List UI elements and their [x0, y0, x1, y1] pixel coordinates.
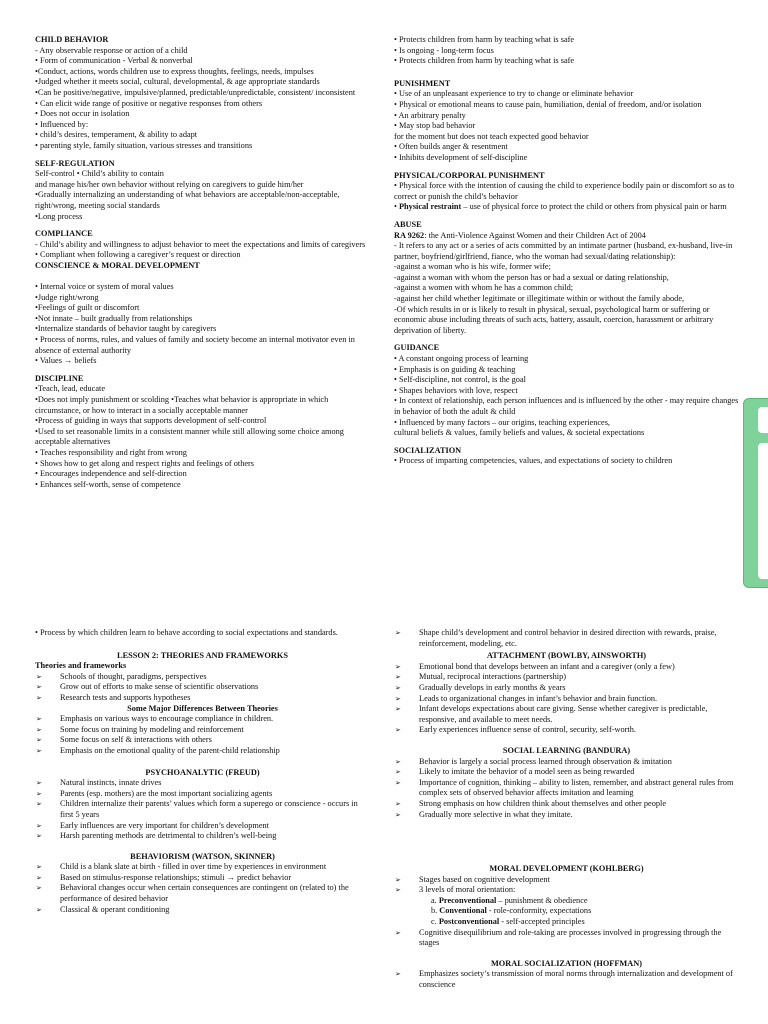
list-item: ➢ Schools of thought, paradigms, perspectives [35, 672, 370, 683]
side-panel-tab[interactable] [758, 407, 768, 433]
section-heading: ABUSE [394, 219, 422, 229]
list-item: ➢ Behavior is largely a social process learned through observation & imitation [394, 757, 739, 768]
section-conscience-moral-development [35, 261, 370, 367]
side-panel-body [758, 443, 768, 579]
section-discipline [35, 374, 370, 491]
list-item: ➢ 3 levels of moral orientation: [394, 885, 739, 896]
list-item: ➢ Infant develops expectations about care giving. Sense whether caregiver is predictable, responsive, and available to meet needs. [394, 704, 739, 725]
section-line: • Use of an unpleasant experience to try to change or eliminate behavior [394, 89, 634, 99]
section-body [394, 241, 739, 336]
section-guidance [394, 343, 739, 438]
ra-9262-line [394, 231, 739, 242]
section-heading: GUIDANCE [394, 343, 440, 353]
section-line: • Process of imparting competencies, values, and expectations of society to children [394, 456, 673, 466]
list-item: ➢ Harsh parenting methods are detrimental to children’s well-being [35, 831, 370, 842]
section-heading: CONSCIENCE & MORAL DEVELOPMENT [35, 260, 200, 270]
socialization-continued: • Process by which children learn to behave according to social expectations and standards. [35, 628, 338, 637]
law-title: : the Anti-Violence Against Women and their Children Act of 2004 [424, 230, 646, 240]
section-line: • Enhances self-worth, sense of competence [35, 479, 181, 489]
section-line: • Form of communication - Verbal & nonverbal [35, 56, 193, 66]
list-item: ➢ Some focus on training by modeling and reinforcement [35, 725, 370, 736]
section-line: • Often builds anger & resentment [394, 142, 508, 152]
list-item: ➢ Research tests and supports hypotheses [35, 693, 370, 704]
section-line: •Teach, lead, educate [35, 384, 106, 394]
intro-line: • Is ongoing - long-term focus [394, 45, 494, 55]
section-line: • Shows how to get along and respect rights and feelings of others [35, 458, 255, 468]
moral-level-item [394, 906, 739, 917]
term-definition: – use of physical force to protect the child or others from physical pain or harm [461, 202, 727, 212]
section-line: • Physical force with the intention of causing the child to experience bodily pain or discomfort so as to correct or punish the child’s behavior [394, 181, 735, 201]
physical-restraint-line: • Physical restraint – use of physical force to protect the child or others from physical pain or harm [394, 202, 727, 212]
section-line: •Judged whether it meets social, cultural, developmental, & age appropriate standards [35, 77, 320, 87]
list-item: ➢ Some focus on self & interactions with others [35, 735, 370, 746]
right-intro-list [394, 35, 739, 67]
section-line: -against a women with whom he has a common child; [394, 283, 574, 293]
section-line: - It refers to any act or a series of acts committed by an intimate partner (husband, ex-husband, live-in partner, boyfriend/girlfriend, fiance, who the woman had sexual/dating relationship): [394, 241, 733, 261]
section-heading: PUNISHMENT [394, 78, 451, 88]
section-child-behavior [35, 35, 370, 152]
list-item: ➢ Emotional bond that develops between an infant and a caregiver (only a few) [394, 662, 739, 673]
differences-heading: Some Major Differences Between Theories [127, 703, 278, 713]
moral-levels-list [394, 896, 739, 928]
section-line: -against a woman with whom the person has or had a sexual or dating relationship, [394, 272, 669, 282]
section-line: • Encourages independence and self-direction [35, 469, 187, 479]
differences-list [35, 714, 370, 756]
section-line: • child’s desires, temperament, & ability to adapt [35, 130, 198, 140]
section-compliance [35, 229, 370, 261]
list-item: ➢ Grow out of efforts to make sense of scientific observations [35, 682, 370, 693]
section-line: •Does not imply punishment or scolding •Teaches what behavior is appropriate in which circumstance, or how to interact in a socially acceptable manner [35, 395, 329, 415]
section-self-regulation [35, 159, 370, 223]
section-heading: SOCIALIZATION [394, 445, 462, 455]
section-punishment [394, 79, 739, 164]
section-heading: CHILD BEHAVIOR [35, 35, 109, 44]
section-line: Self-control • Child’s ability to contain [35, 169, 164, 179]
section-line: -against her child whether legitimate or illegitimate within or without the family abode, [394, 294, 685, 304]
section-line: • Physical or emotional means to cause pain, humiliation, denial of freedom, and/or isolation [394, 99, 702, 109]
section-line: • Process of norms, rules, and values of family and society become an internal motivator even in absence of external authority [35, 335, 355, 355]
section-heading: DISCIPLINE [35, 373, 84, 383]
lesson-title: LESSON 2: THEORIES AND FRAMEWORKS [117, 650, 288, 660]
social-learning-list [394, 757, 739, 821]
page1-right-column [394, 35, 739, 474]
list-item: ➢ Likely to imitate the behavior of a model seen as being rewarded [394, 767, 739, 778]
moral-socialization-heading: MORAL SOCIALIZATION (HOFFMAN) [490, 958, 643, 968]
section-line [35, 271, 370, 282]
section-line: •Conduct, actions, words children use to express thoughts, feelings, needs, impulses [35, 66, 314, 76]
list-item: ➢ Emphasizes society’s transmission of moral norms through internalization and development of conscience [394, 969, 739, 990]
section-line: for the moment but does not teach expected good behavior [394, 131, 589, 141]
list-item: ➢ Early experiences influence sense of control, security, self-worth. [394, 725, 739, 736]
section-line: -Of which results in or is likely to result in physical, sexual, psychological harm or suffering or economic abuse including threats of such acts, battery, assault, coercion, harassment or arbitrary deprivation of liberty. [394, 304, 714, 335]
theories-heading: Theories and frameworks [35, 661, 127, 671]
list-item: ➢ Shape child’s development and control behavior in desired direction with rewards, praise, reinforcement, modeling, etc. [394, 628, 739, 649]
behaviorism-continued-list [394, 628, 739, 649]
section-line: • May stop bad behavior [394, 121, 476, 131]
section-body [394, 181, 739, 202]
page1-left-column [35, 35, 370, 497]
level-prefix: b. [431, 906, 440, 916]
level-description: - self-accepted principles [499, 917, 585, 927]
section-line: • Shapes behaviors with love, respect [394, 385, 518, 395]
section-body [394, 89, 739, 163]
section-line: -against a woman who is his wife, former wife; [394, 262, 551, 272]
section-abuse [394, 220, 739, 337]
section-heading: COMPLIANCE [35, 229, 93, 239]
section-line: • Compliant when following a caregiver’s request or direction [35, 250, 241, 260]
level-description: – punishment & obedience [496, 895, 588, 905]
moral-development-list-b [394, 928, 739, 949]
page2-right-column [394, 628, 739, 991]
section-line: • In context of relationship, each person influences and is influenced by the other - may require changes in behavior of both the adult & child [394, 396, 739, 416]
list-item: ➢ Behavioral changes occur when certain consequences are contingent on (related to) the performance of desired behavior [35, 883, 370, 904]
attachment-list [394, 662, 739, 736]
psychoanalytic-list [35, 778, 370, 842]
list-item: ➢ Gradually develops in early months & years [394, 683, 739, 694]
list-item: ➢ Parents (esp. mothers) are the most important socializing agents [35, 789, 370, 800]
list-item: ➢ Natural instincts, innate drives [35, 778, 370, 789]
list-item: ➢ Emphasis on various ways to encourage compliance in children. [35, 714, 370, 725]
section-line: - Child’s ability and willingness to adjust behavior to meet the expectations and limits of caregivers [35, 239, 366, 249]
section-heading: PHYSICAL/CORPORAL PUNISHMENT [394, 170, 545, 180]
list-item: ➢ Importance of cognition, thinking – ability to listen, remember, and abstract general rules from complex sets of observed behavior affects imitation and learning [394, 778, 739, 799]
level-prefix: c. [431, 917, 439, 927]
section-line: • Inhibits development of self-discipline [394, 152, 528, 162]
section-line: and manage his/her own behavior without relying on caregivers to guide him/her [35, 179, 304, 189]
list-item: ➢ Children internalize their parents’ values which form a superego or conscience - occurs in first 5 years [35, 799, 370, 820]
list-item: ➢ Stages based on cognitive development [394, 875, 739, 886]
section-line: • Values → beliefs [35, 356, 97, 366]
section-line: •Can be positive/negative, impulsive/planned, predictable/unpredictable, consistent/ inconsistent [35, 87, 356, 97]
section-line: • Self-discipline, not control, is the goal [394, 375, 526, 385]
attachment-heading: ATTACHMENT (BOWLBY, AINSWORTH) [486, 651, 647, 661]
section-line: •Used to set reasonable limits in a consistent manner while still allowing some choice among acceptable alternatives [35, 426, 344, 447]
section-socialization [394, 446, 739, 467]
theories-list [35, 672, 370, 704]
section-line: • An arbitrary penalty [394, 110, 466, 120]
section-physical-punishment [394, 171, 739, 213]
section-line: • Can elicit wide range of positive or negative responses from others [35, 98, 263, 108]
moral-socialization-list [394, 969, 739, 990]
section-line: • Teaches responsibility and right from wrong [35, 447, 187, 457]
level-prefix: a. [431, 895, 439, 905]
side-panel-card[interactable] [743, 398, 768, 588]
section-body [394, 354, 739, 439]
section-line: • Internal voice or system of moral values [35, 282, 174, 292]
section-line: • Does not occur in isolation [35, 109, 130, 119]
level-term: Conventional [439, 906, 487, 916]
section-line: • Emphasis is on guiding & teaching [394, 364, 516, 374]
law-name: RA 9262 [394, 230, 425, 240]
list-item: ➢ Leads to organizational changes in infant’s behavior and brain function. [394, 694, 739, 705]
psychoanalytic-heading: PSYCHOANALYTIC (FREUD) [145, 767, 260, 777]
list-item: ➢ Mutual, reciprocal interactions (partnership) [394, 672, 739, 683]
level-description: - role-conformity, expectations [486, 906, 592, 916]
section-heading: SELF-REGULATION [35, 158, 115, 168]
section-line: •Judge right/wrong [35, 292, 99, 302]
level-term: Postconventional [438, 917, 500, 927]
section-body [394, 456, 739, 467]
list-item: ➢ Cognitive disequilibrium and role-taking are processes involved in progressing through the stages [394, 928, 739, 949]
list-item: ➢ Gradually more selective in what they imitate. [394, 810, 739, 821]
section-line: •Not innate – built gradually from relationships [35, 313, 193, 323]
intro-line: • Protects children from harm by teaching what is safe [394, 35, 575, 44]
list-item: ➢ Strong emphasis on how children think about themselves and other people [394, 799, 739, 810]
behaviorism-heading: BEHAVIORISM (WATSON, SKINNER) [130, 851, 275, 861]
moral-development-list [394, 875, 739, 896]
section-line: •Long process [35, 211, 83, 221]
moral-level-item [394, 896, 739, 907]
section-line: • A constant ongoing process of learning [394, 354, 529, 364]
list-item: ➢ Child is a blank slate at birth - filled in over time by experiences in environment [35, 862, 370, 873]
list-item: ➢ Based on stimulus-response relationships; stimuli → predict behavior [35, 873, 370, 884]
section-line: cultural beliefs & values, family beliefs and values, & societal expectations [394, 428, 645, 438]
list-item: ➢ Early influences are very important for children’s development [35, 821, 370, 832]
section-line: • Influenced by: [35, 119, 89, 129]
bold-term: Physical restraint [398, 202, 462, 212]
section-line: •Process of guiding in ways that supports development of self-control [35, 416, 267, 426]
moral-development-heading: MORAL DEVELOPMENT (KOHLBERG) [489, 864, 644, 874]
social-learning-heading: SOCIAL LEARNING (BANDURA) [502, 745, 631, 755]
behaviorism-list [35, 862, 370, 915]
section-line: •Internalize standards of behavior taught by caregivers [35, 324, 217, 334]
list-item: ➢ Emphasis on the emotional quality of the parent-child relationship [35, 746, 370, 757]
section-line: • parenting style, family situation, various stresses and transitions [35, 140, 253, 150]
moral-level-item [394, 917, 739, 928]
page2-left-column [35, 628, 370, 915]
section-line: •Gradually internalizing an understanding of what behaviors are acceptable/non-acceptable, right/wrong, meeting social standards [35, 190, 340, 210]
section-line: • Influenced by many factors – our origins, teaching experiences, [394, 417, 611, 427]
section-line: •Feelings of guilt or discomfort [35, 303, 140, 313]
intro-line: • Protects children from harm by teaching what is safe [394, 56, 575, 66]
level-term: Preconventional [438, 895, 497, 905]
section-line: - Any observable response or action of a child [35, 45, 188, 55]
list-item: ➢ Classical & operant conditioning [35, 905, 370, 916]
